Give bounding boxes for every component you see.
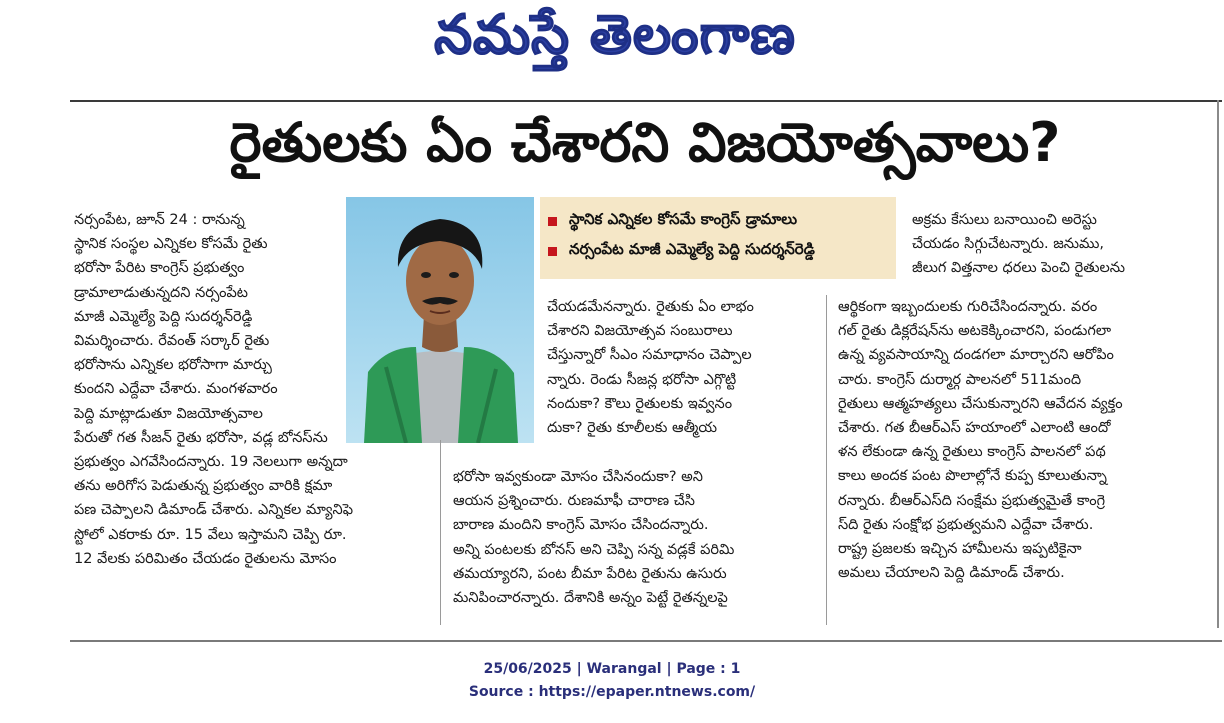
text-line: చేశారు. గత బీఆర్‌ఎస్ హయాంలో ఎలాంటి ఆందో (838, 420, 1111, 437)
text-line: నందుకా? కౌలు రైతులకు ఇవ్వనం (547, 395, 733, 412)
text-line: మనిపించారన్నారు. దేశానికి అన్నం పెట్టే రైతన్నలపై (453, 590, 728, 607)
text-line: భరోసా ఇవ్వకుండా మోసం చేసినందుకా? అని (453, 469, 703, 485)
text-line: భరోసాను ఎన్నికల భరోసాగా మార్చు (74, 357, 272, 374)
subhead-item (548, 206, 896, 236)
text-line: 12 వేలకు పరిమితం చేయడం రైతులను మోసం (74, 550, 337, 567)
text-line: స్టోలో ఎకరాకు రూ. 15 వేలు ఇస్తామని చెప్పి రూ. (74, 526, 347, 543)
text-line: ళన లేకుండా ఉన్న రైతులు కాంగ్రెస్ పాలనలో పథ (838, 444, 1106, 461)
text-line: చారు. కాంగ్రెస్ దుర్మార్గ పాలనలో 511మంది (838, 371, 1082, 388)
text-line: పెద్ది మాట్లాడుతూ విజయోత్సవాల (74, 405, 263, 422)
portrait-photo (346, 197, 534, 443)
text-line: అక్రమ కేసులు బనాయించి అరెస్టు (912, 212, 1097, 228)
footer-source: Source : https://epaper.ntnews.com/ (468, 684, 756, 700)
article-column-2-top (547, 295, 812, 440)
column-divider (440, 440, 441, 625)
text-line: గల్ రైతు డిక్లరేషన్‌ను అటకెక్కించారని, పండుగలా (838, 323, 1112, 340)
text-line: ఆర్థికంగా ఇబ్బందులకు గురిచేసిందన్నారు. వరం (838, 299, 1098, 315)
text-line: రైతులు ఆత్మహత్యలు చేసుకున్నారని ఆవేదన వ్యక్తం (838, 395, 1123, 412)
text-line: బారాణ మందిని కాంగ్రెస్ మోసం చేసిందన్నారు. (453, 517, 709, 534)
column-divider (826, 295, 827, 625)
text-line: పేరుతో గత సీజన్ రైతు భరోసా, వడ్ల బోనస్‌ను (74, 429, 328, 446)
text-line: స్థానిక సంస్థల ఎన్నికల కోసమే రైతు (74, 236, 268, 253)
masthead-logo (360, 0, 870, 82)
text-line: మాజీ ఎమ్మెల్యే పెద్ది సుదర్శన్‌రెడ్డి (74, 308, 253, 325)
article-headline: రైతులకు ఏం చేశారని విజయోత్సవాలు? (229, 110, 1061, 174)
text-line: న్నారు. రెండు సీజన్ల భరోసా ఎగ్గొట్టి (547, 371, 737, 388)
text-line: విమర్శించారు. రేవంత్ సర్కార్ రైతు (74, 333, 270, 350)
text-line: ఆయన ప్రశ్నించారు. రుణమాఫీ చారాణ చేసి (453, 493, 695, 510)
text-line: భరోసా పేరిట కాంగ్రెస్ ప్రభుత్వం (74, 260, 245, 277)
text-line: కుందని ఎద్దేవా చేశారు. మంగళవారం (74, 381, 278, 398)
text-line: కాలు అందక పంట పొలాల్లోనే కుప్ప కూలుతున్నా (838, 468, 1107, 485)
text-line: జీలుగ విత్తనాల ధరలు పెంచి రైతులను (912, 260, 1125, 277)
text-line: అన్ని పంటలకు బోనస్ అని చెప్పి సన్న వడ్లకే పరిమి (453, 541, 735, 558)
text-line: చేయడమేనన్నారు. రైతుకు ఏం లాభం (547, 299, 754, 315)
top-rule (70, 100, 1222, 102)
article-column-3-top (912, 208, 1212, 281)
text-line: తను అరిగోస పెడుతున్న ప్రభుత్వం వారికి క్షమా (74, 478, 333, 495)
subhead-item (548, 236, 896, 266)
text-line: పణ చెప్పాలని డిమాండ్ చేశారు. ఎన్నికల మ్యానిఫె (74, 502, 354, 519)
text-line: నర్సంపేట, జూన్ 24 : రానున్న (74, 212, 245, 228)
text-line: ఉన్న వ్యవసాయాన్ని దండగలా మార్చారని ఆరోపిం (838, 347, 1114, 364)
text-line: ప్రభుత్వం ఎగవేసిందన్నారు. 19 నెలలుగా అన్నదా (74, 454, 348, 471)
footer-dateline: 25/06/2025 | Warangal | Page : 1 (483, 661, 741, 677)
square-bullet-icon (548, 217, 557, 226)
square-bullet-icon (548, 247, 557, 256)
text-line: రాష్ట్ర ప్రజలకు ఇచ్చిన హామీలను ఇప్పటికైనా (838, 541, 1082, 558)
text-line: అమలు చేయాలని పెద్ది డిమాండ్ చేశారు. (838, 565, 1065, 582)
subhead-text: నర్సంపేట మాజీ ఎమ్మెల్యే పెద్ది సుదర్శన్‌రెడ్డి (569, 240, 815, 258)
text-line: చేయడం సిగ్గుచేటన్నారు. జనుము, (912, 236, 1104, 253)
text-line: తమయ్యారని, పంట బీమా పేరిట రైతును ఉసురు (453, 565, 727, 582)
text-line: రన్నారు. బీఆర్‌ఎస్‌ది సంక్షేమ ప్రభుత్వమైతే కాంగ్రె (838, 492, 1106, 509)
text-line: డ్రామాలాడుతున్నదని నర్సంపేట (74, 284, 248, 301)
text-line: చేస్తున్నారో సీఎం సమాధానం చెప్పాల (547, 347, 752, 364)
masthead-title: నమస్తే తెలంగాణ (434, 2, 796, 66)
article-column-3-bottom (838, 295, 1213, 585)
bottom-rule (70, 640, 1222, 642)
text-line: దుకా? రైతు కూలీలకు ఆత్మీయ (547, 420, 718, 437)
subheads-box (540, 197, 896, 279)
text-line: చేశారని విజయోత్సవ సంబురాలు (547, 323, 733, 340)
portrait-illustration (346, 197, 534, 443)
subhead-text: స్థానిక ఎన్నికల కోసమే కాంగ్రెస్ డ్రామాలు (569, 210, 798, 228)
text-line: స్‌ది రైతు సంక్షోభ ప్రభుత్వమని ఎద్దేవా చేశారు. (838, 516, 1094, 533)
article-column-2-bottom (453, 465, 813, 610)
